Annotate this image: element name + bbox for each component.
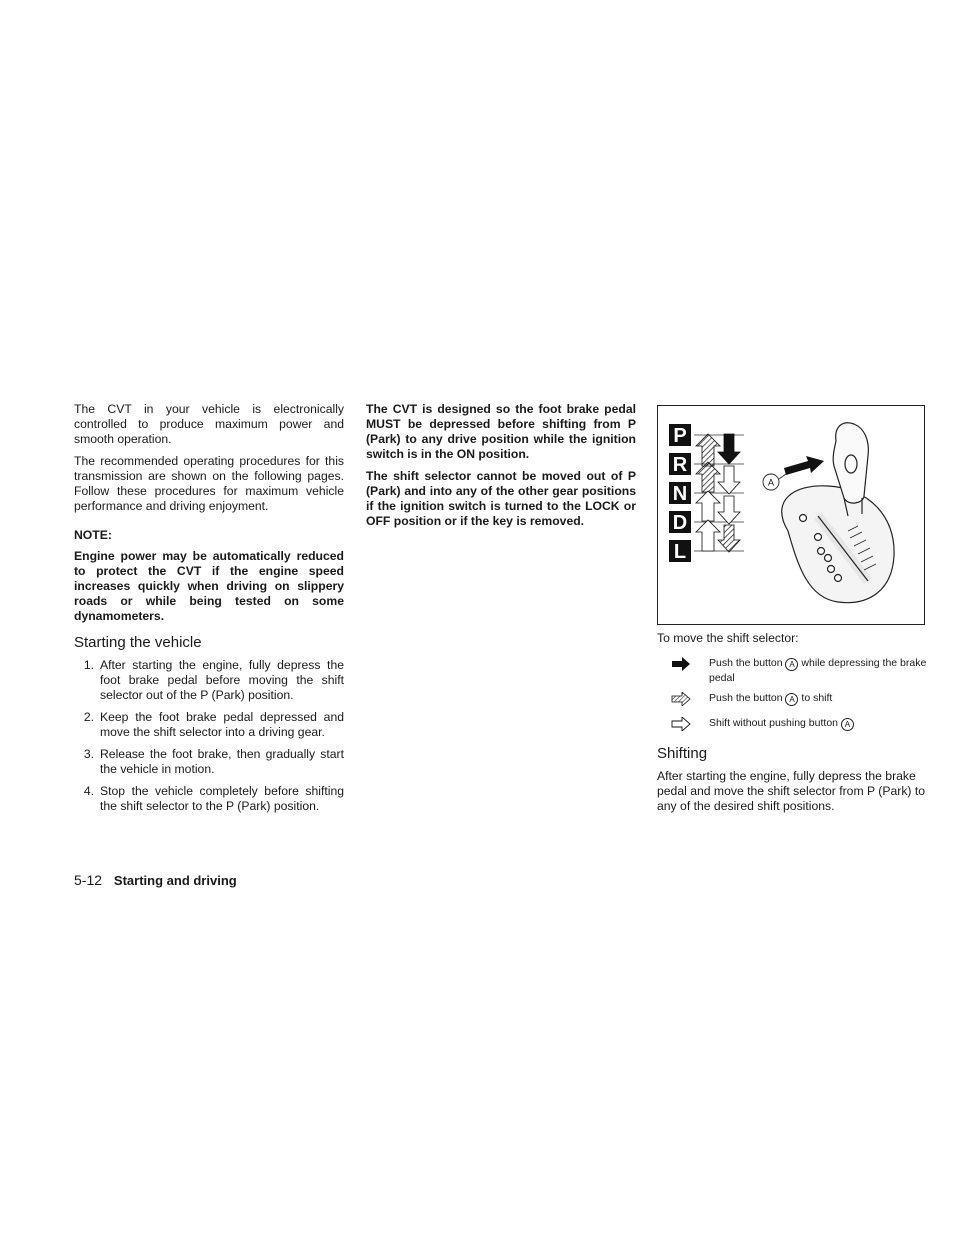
list-item: 2. Keep the foot brake pedal depressed and move the shift selector into a driving gear. [83,710,344,739]
intro-paragraph: The CVT in your vehicle is electronically controlled to produce maximum power and smooth operation. [74,402,344,446]
gear-d-label: D [672,512,688,534]
outline-arrow-icon [696,491,720,521]
shifting-heading: Shifting [657,745,708,762]
legend-row-outline: Shift without pushing button A [657,716,927,735]
shift-selector-figure [657,405,925,625]
list-item: 4. Stop the vehicle completely before shifting the shift selector to the P (Park) position. [83,784,344,813]
warning-brake-paragraph: The CVT is designed so the foot brake pedal MUST be depressed before shifting from P (Park) to any drive position while the ignition switch is in the ON position. [366,402,636,461]
solid-arrow-icon [718,434,740,464]
solid-arrow-icon [657,656,709,675]
shifting-paragraph: After starting the engine, fully depress the brake pedal and move the shift selector from P (Park) to any of the desired shift positions. [657,769,926,813]
starting-vehicle-heading: Starting the vehicle [74,634,202,651]
outline-arrow-icon [696,520,720,551]
outline-arrow-icon [718,466,740,494]
hatched-arrow-icon [696,434,720,466]
page-number: 5-12 [74,872,103,888]
gear-l-label: L [673,541,687,563]
middle-column [366,402,636,536]
hatched-arrow-icon [718,525,740,552]
button-a-marker: A [785,658,798,671]
legend-row-hatched: Push the button A to shift [657,691,927,710]
left-column [74,402,344,821]
gear-letters [669,424,691,563]
shifter-illustration [782,423,894,603]
legend-row-solid: Push the button A while depressing the brake pedal [657,656,927,685]
hatched-arrow-icon [696,462,720,492]
button-a-marker: A [785,693,798,706]
right-column [657,405,927,821]
outline-arrow-icon [657,716,709,735]
section-name: Starting and driving [113,873,237,888]
warning-ignition-paragraph: The shift selector cannot be moved out of P (Park) and into any of the other gear positions if the ignition switch is turned to the LOCK or OFF position or if the key is removed. [366,469,636,528]
hatched-arrow-icon [657,691,709,710]
list-item: 3. Release the foot brake, then gradually start the vehicle in motion. [83,747,344,776]
gear-n-label: N [672,483,688,505]
figure-caption: To move the shift selector: [657,631,799,645]
button-push-arrow [784,456,824,475]
button-a-marker: A [841,718,854,731]
outline-arrow-icon [718,496,740,524]
gear-r-label: R [672,454,688,476]
note-heading: NOTE: [74,528,112,542]
list-item: 1. After starting the engine, fully depress the foot brake pedal before moving the shift selector out of the P (Park) position. [83,658,344,702]
shift-diagram [658,406,926,626]
starting-steps-list [74,658,344,814]
note-body: Engine power may be automatically reduced to protect the CVT if the engine speed increases quickly when driving on slippery roads or while being tested on some dynamometers. [74,549,344,623]
callout-a-label: A [767,477,775,488]
gear-p-label: P [673,425,687,447]
page-footer [74,872,237,888]
procedures-paragraph: The recommended operating procedures for this transmission are shown on the following pages. Follow these procedures for maximum vehicle performance and driving enjoyment. [74,454,344,513]
